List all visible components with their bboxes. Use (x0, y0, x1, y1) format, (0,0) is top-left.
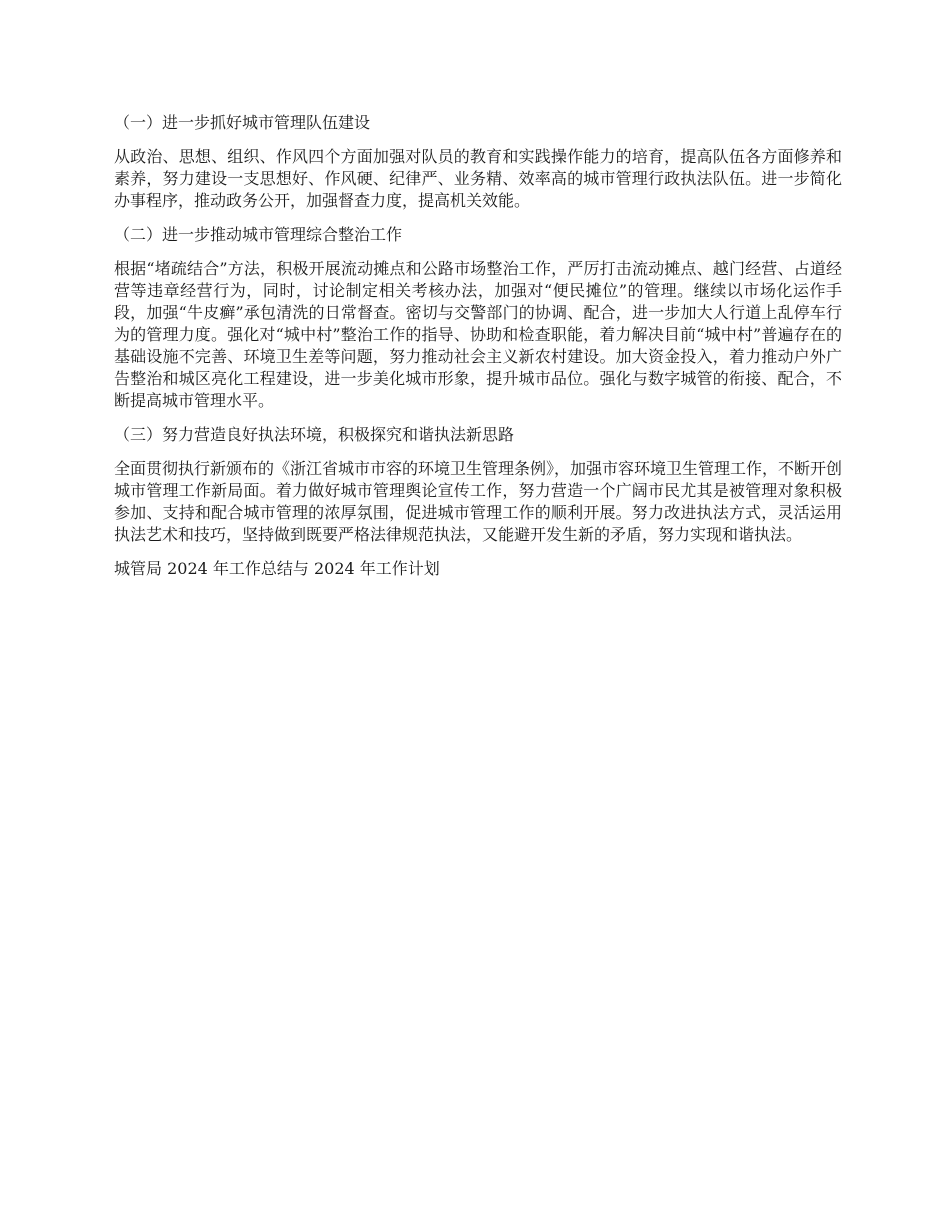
document-page (114, 112, 842, 580)
section-3-body: 全面贯彻执行新颁布的《浙江省城市市容的环境卫生管理条例》，加强市容环境卫生管理工作，不断开创城市管理工作新局面。着力做好城市管理舆论宣传工作，努力营造一个广阔市民尤其是被管理对象积极参加、支持和配合城市管理的浓厚氛围，促进城市管理工作的顺利开展。努力改进执法方式，灵活运用执法艺术和技巧，坚持做到既要严格法律规范执法，又能避开发生新的矛盾，努力实现和谐执法。 (114, 459, 843, 544)
section-2-body: 根据“堵疏结合”方法，积极开展流动摊点和公路市场整治工作，严厉打击流动摊点、越门经营、占道经营等违章经营行为，同时，讨论制定相关考核办法，加强对“便民摊位”的管理。继续以市场化运作手段，加强“牛皮癣”承包清洗的日常督查。密切与交警部门的协调、配合，进一步加大人行道上乱停车行为的管理力度。强化对“城中村”整治工作的指导、协助和检查职能，着力解决目前“城中村”普遍存在的基础设施不完善、环境卫生差等问题，努力推动社会主义新农村建设。加大资金投入，着力推动户外广告整治和城区亮化工程建设，进一步美化城市形象，提升城市品位。强化与数字城管的衔接、配合，不断提高城市管理水平。 (114, 259, 842, 410)
document-title-footer: 城管局 2024 年工作总结与 2024 年工作计划 (114, 559, 440, 578)
section-2-heading: （二）进一步推动城市管理综合整治工作 (114, 225, 403, 244)
section-1-heading: （一）进一步抓好城市管理队伍建设 (114, 113, 371, 132)
section-3-heading: （三）努力营造良好执法环境，积极探究和谐执法新思路 (114, 425, 515, 444)
section-1-body: 从政治、思想、组织、作风四个方面加强对队员的教育和实践操作能力的培育，提高队伍各方面修养和素养，努力建设一支思想好、作风硬、纪律严、业务精、效率高的城市管理行政执法队伍。进一步简化办事程序，推动政务公开，加强督查力度，提高机关效能。 (114, 147, 842, 210)
